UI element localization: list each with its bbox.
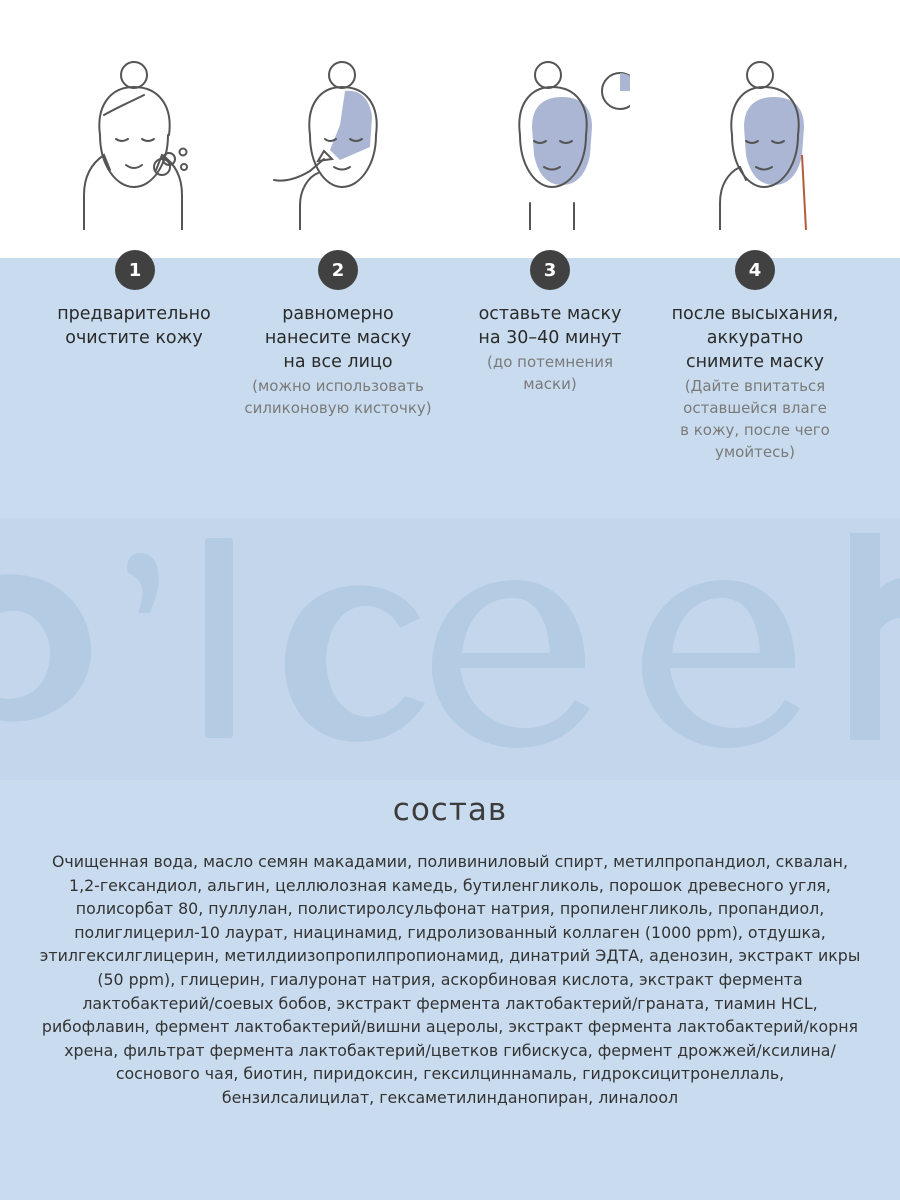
step-4-badge: 4 xyxy=(735,250,775,290)
timer-icon xyxy=(602,73,630,109)
step-4-illustration xyxy=(700,55,840,230)
step-4-text xyxy=(650,302,860,463)
mask-waiting-illustration xyxy=(490,55,630,230)
step-2-illustration xyxy=(270,55,410,230)
mask-removing-illustration xyxy=(700,55,840,230)
face-cleansing-illustration xyxy=(66,55,206,230)
watermark-letters-icon xyxy=(0,518,900,780)
step-2-badge: 2 xyxy=(318,250,358,290)
step-3-instruction: оставьте маску на 30–40 минут xyxy=(478,304,622,348)
step-3-note: (до потемнения маски) xyxy=(486,353,614,393)
brand-watermark xyxy=(0,518,900,780)
composition-title: состав xyxy=(392,792,508,828)
mask-applying-illustration xyxy=(270,55,410,230)
step-3-text xyxy=(445,302,655,395)
step-1-text xyxy=(29,302,239,350)
step-1-illustration xyxy=(66,55,206,230)
step-1-badge: 1 xyxy=(115,250,155,290)
step-3-badge: 3 xyxy=(530,250,570,290)
composition-text: Очищенная вода, масло семян макадамии, поливиниловый спирт, метилпропандиол, сквалан, 1,2-гександиол, альгин, целлюлозная камедь, бутиленгликоль, порошок древесного угля, полисорбат 80, пуллулан, полистиролсульфонат натрия, пропиленгликоль, пропандиол, полиглицерил-10 лаурат, ниацинамид, гидролизованный коллаген (1000 ppm), отдушка, этилгексилглицерин, метилдиизопропилпропионамид, динатрий ЭДТА, аденозин, экстракт икры (50 ppm), глицерин, гиалуронат натрия, аскорбиновая кислота, экстракт фермента лактобактерий/соевых бобов, экстракт фермента лактобактерий/граната, тиамин HCL, рибофлавин, фермент лактобактерий/вишни ацеролы, экстракт фермента лактобактерий/корня хрена, фильтрат фермента лактобактерий/цветков гибискуса, фермент дрожжей/ксилина/соснового чая, биотин, пиридоксин, гексилциннамаль, гидроксицитронеллаль, бензилсалицилат, гексаметилинданопиран, линалоол xyxy=(39,852,861,1107)
step-4-instruction: после высыхания, аккуратно снимите маску xyxy=(671,304,839,372)
step-2-instruction: равномерно нанесите маску на все лицо xyxy=(264,304,412,372)
step-1-instruction: предварительно очистите кожу xyxy=(57,304,211,348)
step-4-note: (Дайте впитаться оставшейся влаге в кожу, после чего умойтесь) xyxy=(680,377,830,461)
step-2-text xyxy=(233,302,443,419)
step-3-illustration xyxy=(490,55,630,230)
step-2-note: (можно использовать силиконовую кисточку) xyxy=(244,377,432,417)
